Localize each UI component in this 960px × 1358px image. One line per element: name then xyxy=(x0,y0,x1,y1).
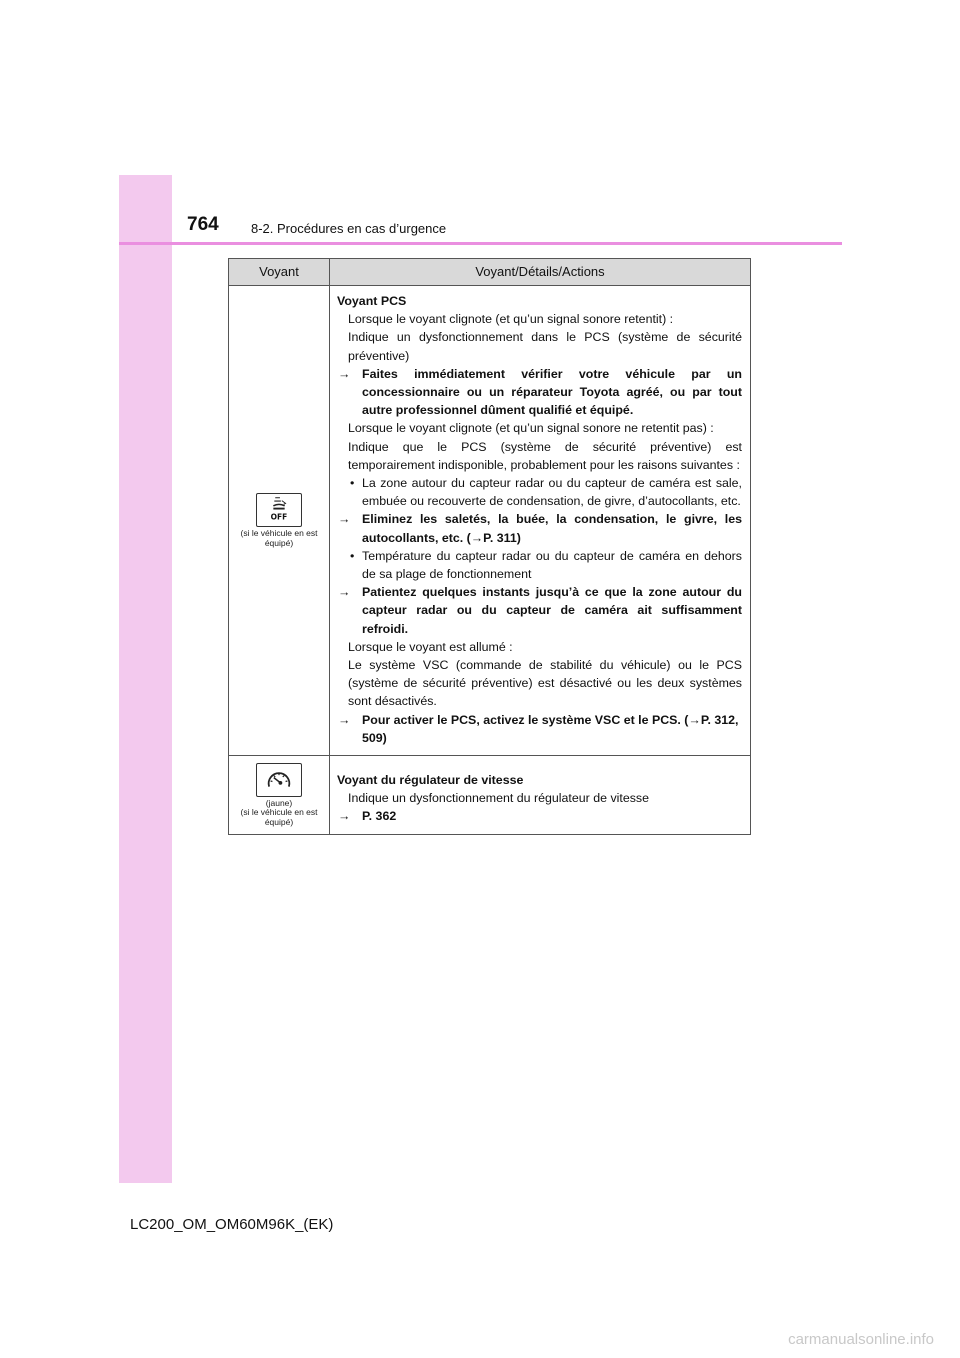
row-title: Voyant PCS xyxy=(337,294,407,308)
bullet-icon: • xyxy=(350,548,355,563)
warning-light-table xyxy=(228,258,751,835)
action-text: → Faites immédiatement vérifier votre véhicule par un concessionnaire ou un réparateur Toyota agréé, ou par tout autre professionnel dûment qualifié et équipé. xyxy=(338,366,742,418)
description-text: Indique un dysfonctionnement du régulateur de vitesse xyxy=(348,791,650,806)
col-header-voyant: Voyant xyxy=(229,259,330,286)
chapter-tab-band xyxy=(119,175,172,1183)
icon-note: (si le véhicule en est équipé) xyxy=(240,807,318,827)
page-reference: → P. 362 xyxy=(337,807,742,825)
details-cell xyxy=(330,756,751,835)
icon-note-color: (jaune) xyxy=(265,797,293,808)
cruise-control-warning-light-icon xyxy=(256,763,302,797)
arrow-icon: → xyxy=(338,585,351,600)
col-header-details: Voyant/Détails/Actions xyxy=(330,259,751,286)
table-row xyxy=(229,756,751,835)
svg-text:OFF: OFF xyxy=(270,512,288,522)
watermark: carmanualsonline.info xyxy=(788,1331,934,1348)
condition-text: Lorsque le voyant clignote (et qu’un signal sonore ne retentit pas) : xyxy=(348,421,714,436)
bullet-icon: • xyxy=(350,476,355,491)
description-text: Indique un dysfonctionnement dans le PCS (système de sécurité préventive) xyxy=(348,330,742,363)
arrow-icon: → xyxy=(338,512,351,527)
arrow-icon: → xyxy=(338,712,351,727)
table-header-row xyxy=(229,259,751,286)
row-title: Voyant du régulateur de vitesse xyxy=(337,773,524,788)
details-cell xyxy=(330,286,751,756)
header-rule xyxy=(119,242,842,245)
arrow-icon: → xyxy=(338,809,351,824)
description-text: Indique que le PCS (système de sécurité préventive) est temporairement indisponible, probablement pour les raisons suivantes : xyxy=(348,439,742,472)
icon-cell xyxy=(229,756,330,835)
description-text: Le système VSC (commande de stabilité du véhicule) ou le PCS (système de sécurité préventive) est désactivé ou les deux systèmes sont désactivés. xyxy=(348,658,742,709)
arrow-icon: → xyxy=(338,366,351,381)
action-text: → Patientez quelques instants jusqu’à ce que la zone autour du capteur radar ou du capteur de caméra ait suffisamment refroidi. xyxy=(338,585,742,636)
condition-text: Lorsque le voyant clignote (et qu’un signal sonore retentit) : xyxy=(348,312,674,327)
condition-text: Lorsque le voyant est allumé : xyxy=(348,639,513,654)
section-title: 8-2. Procédures en cas d’urgence xyxy=(251,221,447,236)
table-row xyxy=(229,286,751,756)
page-number: 764 xyxy=(187,214,219,235)
action-text: → Eliminez les saletés, la buée, la condensation, le givre, les autocollants, etc. (→P. 311) xyxy=(338,512,742,545)
pcs-off-warning-light-icon xyxy=(256,493,302,527)
icon-cell xyxy=(229,286,330,756)
bullet-item: • Température du capteur radar ou du capteur de caméra en dehors de sa plage de fonctionnement xyxy=(350,548,742,582)
document-code: LC200_OM_OM60M96K_(EK) xyxy=(130,1216,334,1233)
icon-note: (si le véhicule en est équipé) xyxy=(240,528,318,548)
action-text: → Pour activer le PCS, activez le système VSC et le PCS. (→P. 312, 509) xyxy=(338,712,739,745)
bullet-item: • La zone autour du capteur radar ou du capteur de caméra est sale, embuée ou recouverte de condensation, de givre, d’autocollants, etc. xyxy=(350,476,742,509)
